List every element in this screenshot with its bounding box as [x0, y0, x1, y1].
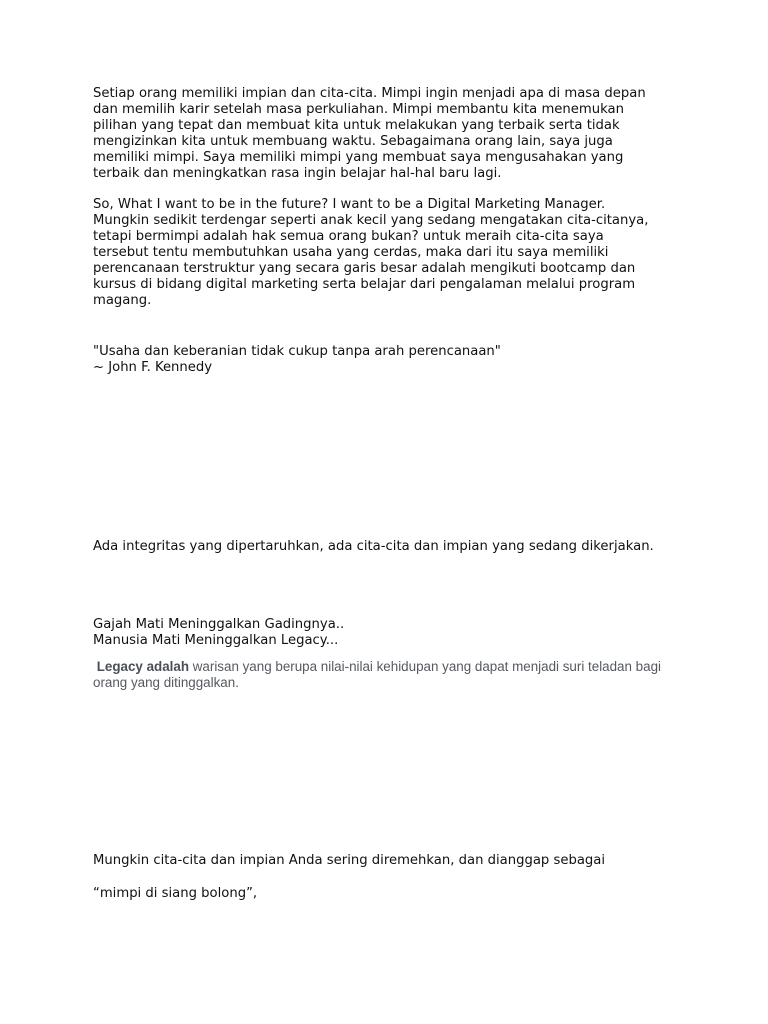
paragraph-line: terbaik dan meningkatkan rasa ingin belajar hal-hal baru lagi.	[93, 166, 502, 181]
quote-block	[93, 344, 683, 376]
paragraph-line: Mungkin sedikit terdengar seperti anak kecil yang sedang mengatakan cita-citanya,	[93, 213, 649, 228]
integrity-statement	[93, 539, 683, 555]
paragraph-line: tersebut tentu membutuhkan usaha yang cerdas, maka dari itu saya memiliki	[93, 245, 609, 260]
legacy-definition	[93, 659, 683, 691]
closing-text-2: “mimpi di siang bolong”,	[93, 886, 258, 901]
paragraph-line: magang.	[93, 293, 152, 308]
paragraph-line: memiliki mimpi. Saya memiliki mimpi yang membuat saya mengusahakan yang	[93, 150, 624, 165]
legacy-definition-text: warisan yang berupa nilai-nilai kehidupan yang dapat menjadi suri teladan bagi	[189, 659, 661, 674]
paragraph-line: pilihan yang tepat dan membuat kita untuk melakukan yang terbaik serta tidak	[93, 118, 620, 133]
proverb-block	[93, 617, 683, 649]
quote-text: "Usaha dan keberanian tidak cukup tanpa arah perencanaan"	[93, 344, 501, 359]
paragraph-line: kursus di bidang digital marketing serta belajar dari pengalaman melalui program	[93, 277, 636, 292]
paragraph-line: mengizinkan kita untuk membuang waktu. Sebagaimana orang lain, saya juga	[93, 134, 613, 149]
proverb-line-2: Manusia Mati Meninggalkan Legacy...	[93, 633, 339, 648]
legacy-line-2: orang yang ditinggalkan.	[93, 675, 239, 690]
closing-text-1: Mungkin cita-cita dan impian Anda sering diremehkan, dan dianggap sebagai	[93, 853, 606, 868]
paragraph-line: So, What I want to be in the future? I want to be a Digital Marketing Manager.	[93, 197, 606, 212]
proverb-line-1: Gajah Mati Meninggalkan Gadingnya..	[93, 617, 345, 632]
integrity-text: Ada integritas yang dipertaruhkan, ada cita-cita dan impian yang sedang dikerjakan.	[93, 539, 654, 554]
closing-line-1	[93, 853, 683, 869]
paragraph-line: Setiap orang memiliki impian dan cita-cita. Mimpi ingin menjadi apa di masa depan	[93, 86, 646, 101]
paragraph-dreams	[93, 86, 683, 182]
legacy-line-1	[93, 659, 683, 675]
paragraph-line: tetapi bermimpi adalah hak semua orang bukan? untuk meraih cita-cita saya	[93, 229, 604, 244]
quote-author: ~ John F. Kennedy	[93, 360, 213, 375]
legacy-term: Legacy adalah	[96, 659, 190, 674]
closing-line-2	[93, 886, 683, 902]
paragraph-future	[93, 197, 683, 309]
paragraph-line: perencanaan terstruktur yang secara garis besar adalah mengikuti bootcamp dan	[93, 261, 636, 276]
paragraph-line: dan memilih karir setelah masa perkuliahan. Mimpi membantu kita menemukan	[93, 102, 624, 117]
